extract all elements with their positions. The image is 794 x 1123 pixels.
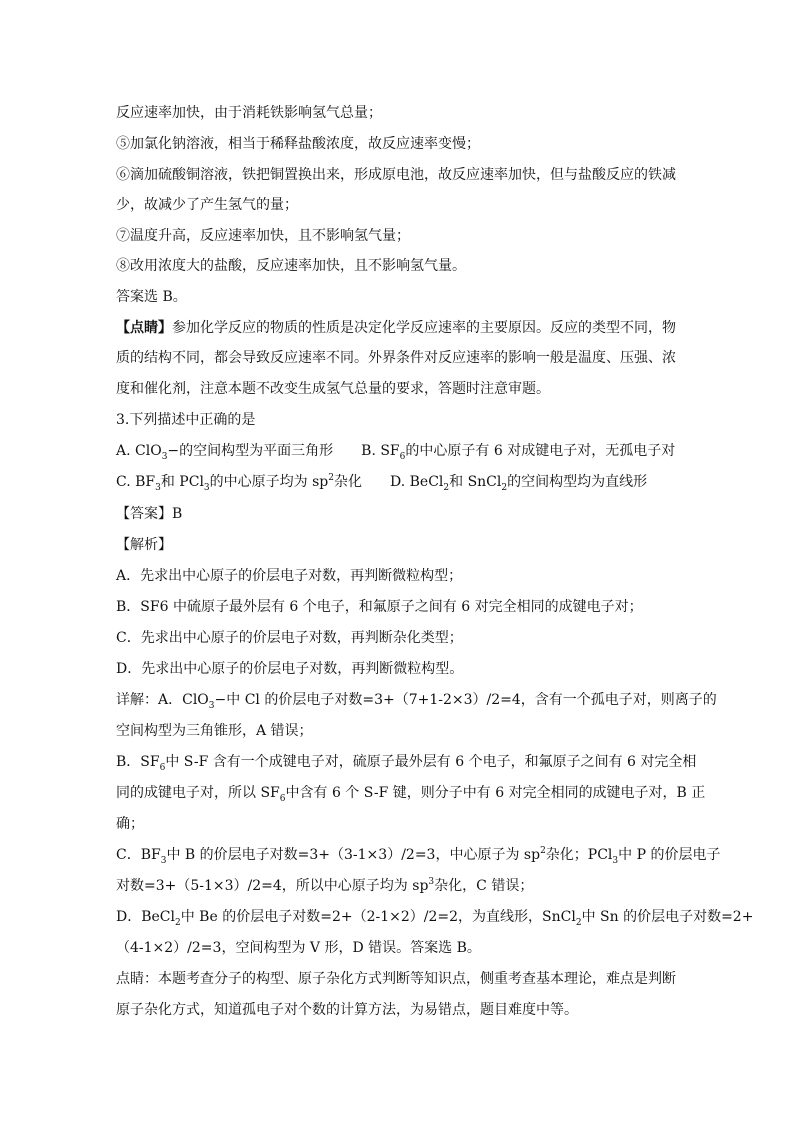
text-line: 反应速率加快，由于消耗铁影响氢气总量；: [116, 105, 382, 121]
text-line: 少，故减少了产生氢气的量；: [116, 197, 298, 213]
text-line: 点睛：本题考查分子的构型、原子杂化方式判断等知识点，侧重考查基本理论，难点是判断: [116, 971, 676, 987]
text-line: 空间构型为三角锥形，A 错误；: [116, 723, 313, 739]
text-line: D．BeCl$_2$中 Be 的价层电子对数=2+（2-1×2）/2=2，为直线形，SnCl$_2$中 Sn 的价层电子对数=2+: [116, 909, 754, 928]
text-line: ⑤加氯化钠溶液，相当于稀释盐酸浓度，故反应速率变慢；: [116, 136, 480, 152]
text-line: A．先求出中心原子的价层电子对数，再判断微粒构型；: [116, 568, 463, 584]
section-heading: 【点睛】: [116, 320, 172, 336]
text-line: 【点睛】参加化学反应的物质的性质是决定化学反应速率的主要原因。反应的类型不同，物: [116, 320, 676, 336]
text-line: （4-1×2）/2=3，空间构型为 V 形，D 错误。答案选 B。: [116, 940, 481, 956]
text-line: 原子杂化方式，知道孤电子对个数的计算方法，为易错点，题目难度中等。: [116, 1002, 578, 1018]
text-line: 确；: [116, 816, 144, 832]
text-line: ⑦温度升高，反应速率加快，且不影响氢气量；: [116, 228, 410, 244]
answer-heading: 【答案】B: [116, 506, 183, 522]
text-line: 详解：A．ClO$_3$−中 Cl 的价层电子对数=3+（7+1-2×3）/2=4，含有一个孤电子对，则离子的: [116, 692, 717, 711]
text-line: 对数=3+（5-1×3）/2=4，所以中心原子均为 $sp^3$杂化，C 错误；: [116, 877, 534, 894]
question-options-cd: C. $BF_3$和 PCl$_3$的中心原子均为 $sp^2$杂化 D. BeCl$_2$和 SnCl$_2$的空间构型均为直线形: [116, 473, 648, 493]
question-stem: 3.下列描述中正确的是: [116, 412, 256, 428]
text-line: B．SF6 中硫原子最外层有 6 个电子，和氟原子之间有 6 对完全相同的成键电子对；: [116, 599, 643, 615]
text-line: ⑧改用浓度大的盐酸，反应速率加快，且不影响氢气量。: [116, 258, 466, 274]
text-line: 同的成键电子对，所以 $SF_6$中含有 6 个 S-F 键，则分子中有 6 对完全相同的成键电子对，B 正: [116, 785, 706, 804]
text-line: 度和催化剂，注意本题不改变生成氢气总量的要求，答题时注意审题。: [116, 381, 550, 397]
question-options-ab: A. ClO$_3$−的空间构型为平面三角形 B. $SF_6$的中心原子有 6 对成键电子对，无孤电子对: [116, 443, 676, 462]
text-line: ⑥滴加硫酸铜溶液，铁把铜置换出来，形成原电池，故反应速率加快，但与盐酸反应的铁减: [116, 167, 676, 183]
text-line: C．先求出中心原子的价层电子对数，再判断杂化类型；: [116, 630, 463, 646]
text-line: 答案选 B。: [116, 289, 187, 305]
text-line: B．$SF_6$中 S-F 含有一个成键电子对，硫原子最外层有 6 个电子，和氟原子之间有 6 对完全相: [116, 754, 697, 773]
text-line: 质的结构不同，都会导致反应速率不同。外界条件对反应速率的影响一般是温度、压强、浓: [116, 350, 676, 366]
text-line: D．先求出中心原子的价层电子对数，再判断微粒构型。: [116, 661, 464, 677]
analysis-heading: 【解析】: [116, 537, 172, 553]
text-line: C．$BF_3$中 B 的价层电子对数=3+（3-1×3）/2=3，中心原子为 $sp^2$杂化；PCl$_3$中 P 的价层电子: [116, 846, 721, 866]
